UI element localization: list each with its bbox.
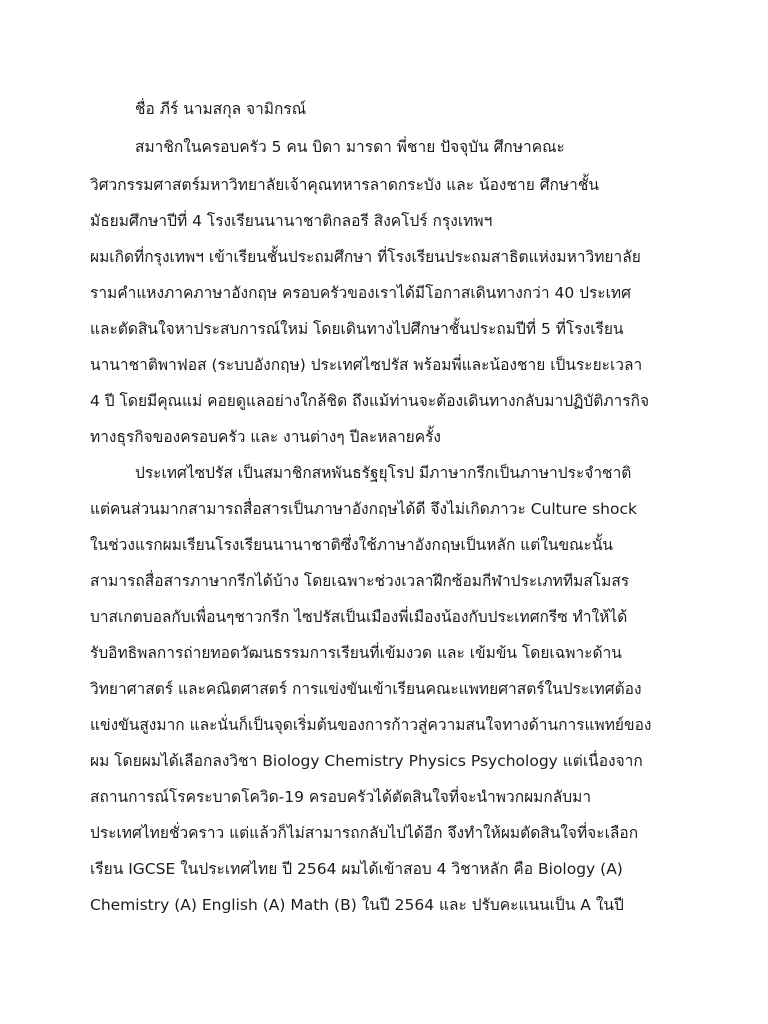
paragraph-line: Chemistry (A) English (A) Math (B) ในปี 2564 และ ปรับคะแนนเป็น A ในปี (90, 896, 624, 914)
author-name-line: ชื่อ ภีร์ นามสกุล จามิกรณ์ (135, 100, 307, 118)
paragraph-line: วิศวกรรมศาสตร์มหาวิทยาลัยเจ้าคุณทหารลาดกระบัง และ น้องชาย ศึกษาชั้น (90, 176, 599, 194)
paragraph-line: ในช่วงแรกผมเรียนโรงเรียนนานาชาติซึ่งใช้ภาษาอังกฤษเป็นหลัก แต่ในขณะนั้น (90, 536, 614, 554)
paragraph-line: แต่คนส่วนมากสามารถสื่อสารเป็นภาษาอังกฤษได้ดี จึงไม่เกิดภาวะ Culture shock (90, 500, 637, 518)
paragraph-line: และตัดสินใจหาประสบการณ์ใหม่ โดยเดินทางไปศึกษาชั้นประถมปีที่ 5 ที่โรงเรียน (90, 320, 624, 338)
paragraph-line: แข่งขันสูงมาก และนั่นก็เป็นจุดเริ่มต้นของการก้าวสู่ความสนใจทางด้านการแพทย์ของ (90, 716, 652, 734)
paragraph-line: รับอิทธิพลการถ่ายทอดวัฒนธรรมการเรียนที่เข้มงวด และ เข้มข้น โดยเฉพาะด้าน (90, 644, 622, 662)
paragraph-line: ประเทศไทยชั่วคราว แต่แล้วก็ไม่สามารถกลับไปได้อีก จึงทำให้ผมตัดสินใจที่จะเลือก (90, 824, 639, 842)
paragraph-line: สมาชิกในครอบครัว 5 คน บิดา มารดา พี่ชาย ปัจจุบัน ศึกษาคณะ (135, 138, 565, 156)
paragraph-line: ประเทศไซปรัส เป็นสมาชิกสหพันธรัฐยุโรป มีภาษากรีกเป็นภาษาประจำชาติ (135, 464, 632, 482)
paragraph-line: สถานการณ์โรคระบาดโควิด-19 ครอบครัวได้ตัดสินใจที่จะนำพวกผมกลับมา (90, 788, 592, 806)
paragraph-line: สามารถสื่อสารภาษากรีกได้บ้าง โดยเฉพาะช่วงเวลาฝึกซ้อมกีฬาประเภททีมสโมสร (90, 572, 630, 590)
paragraph-line: ผมเกิดที่กรุงเทพฯ เข้าเรียนชั้นประถมศึกษา ที่โรงเรียนประถมสาธิตแห่งมหาวิทยาลัย (90, 248, 641, 266)
paragraph-line: 4 ปี โดยมีคุณแม่ คอยดูแลอย่างใกล้ชิด ถึงแม้ท่านจะต้องเดินทางกลับมาปฏิบัติภารกิจ (90, 392, 650, 410)
paragraph-line: ทางธุรกิจของครอบครัว และ งานต่างๆ ปีละหลายครั้ง (90, 428, 442, 446)
paragraph-line: มัธยมศึกษาปีที่ 4 โรงเรียนนานาชาติกลอรี สิงคโปร์ กรุงเทพฯ (90, 212, 493, 230)
paragraph-line: บาสเกตบอลกับเพื่อนๆชาวกรีก ไซปรัสเป็นเมืองพี่เมืองน้องกับประเทศกรีซ ทำให้ได้ (90, 608, 628, 626)
paragraph-line: วิทยาศาสตร์ และคณิตศาสตร์ การแข่งขันเข้าเรียนคณะแพทยศาสตร์ในประเทศต้อง (90, 680, 642, 698)
paragraph-line: รามคำแหงภาคภาษาอังกฤษ ครอบครัวของเราได้มีโอกาสเดินทางกว่า 40 ประเทศ (90, 284, 631, 302)
paragraph-line: เรียน IGCSE ในประเทศไทย ปี 2564 ผมได้เข้าสอบ 4 วิชาหลัก คือ Biology (A) (90, 860, 623, 878)
paragraph-line: ผม โดยผมได้เลือกลงวิชา Biology Chemistry Physics Psychology แต่เนื่องจาก (90, 752, 643, 770)
paragraph-line: นานาชาติพาฟอส (ระบบอังกฤษ) ประเทศไซปรัส พร้อมพี่และน้องชาย เป็นระยะเวลา (90, 356, 643, 374)
